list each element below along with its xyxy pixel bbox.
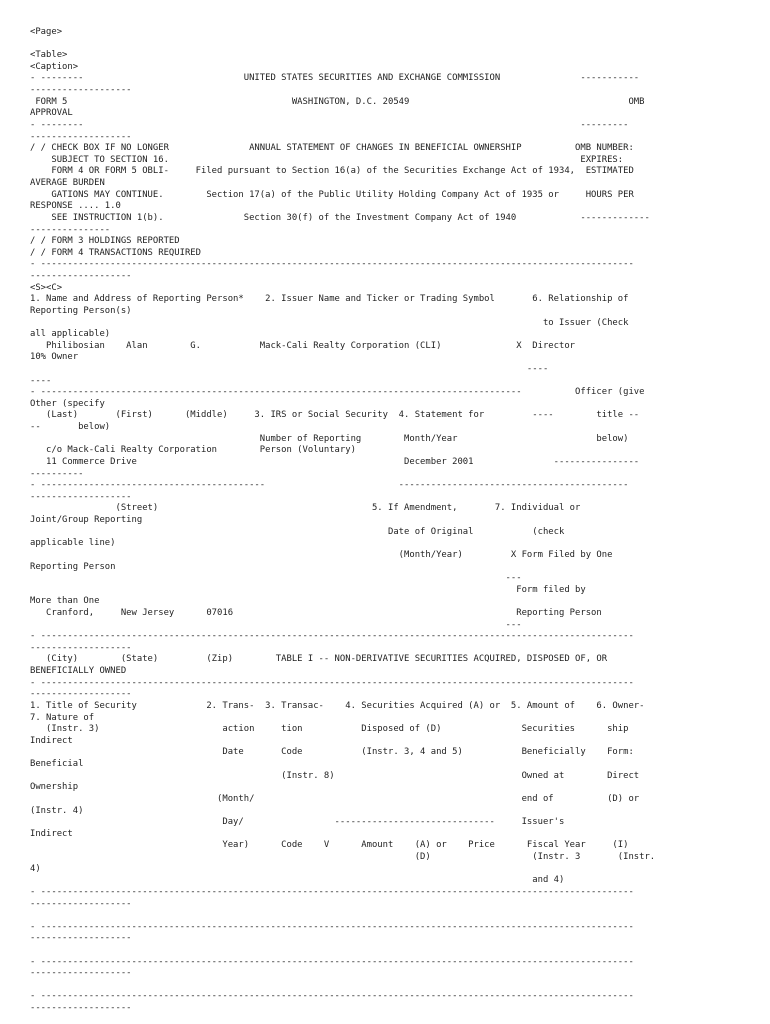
document-line: 7. Nature of — [30, 712, 95, 723]
document-line: ---------- — [30, 468, 84, 479]
document-line: Reporting Person — [30, 561, 116, 572]
document-line: - --------------------------------------------------------------------------------------------------------------- — [30, 956, 634, 967]
document-line: Date Code (Instr. 3, 4 and 5) Beneficially Form: — [30, 747, 634, 758]
document-line: applicable line) — [30, 538, 116, 549]
document-line: -- below) — [30, 422, 111, 433]
document-line: Number of Reporting Month/Year below) — [30, 433, 629, 444]
document-line: ------------------- — [30, 85, 132, 96]
document-line: SEE INSTRUCTION 1(b). Section 30(f) of the Investment Company Act of 1940 ------------- — [30, 212, 650, 223]
document-line: Joint/Group Reporting — [30, 515, 143, 526]
document-line: ------------------- — [30, 968, 132, 979]
document-line: Other (specify — [30, 398, 105, 409]
document-line: - --------------------------------------------------------------------------------------------------------------- — [30, 991, 634, 1002]
document-line: <Caption> — [30, 61, 79, 72]
document-line: ------------------- — [30, 1003, 132, 1014]
document-line: BENEFICIALLY OWNED — [30, 666, 127, 677]
document-line: --- — [30, 573, 522, 584]
document-line: ------------------- — [30, 491, 132, 502]
document-line: (Street) 5. If Amendment, 7. Individual or — [30, 503, 581, 514]
document-line: to Issuer (Check — [30, 317, 629, 328]
document-line: GATIONS MAY CONTINUE. Section 17(a) of the Public Utility Holding Company Act of 1935 or HOURS PER — [30, 189, 634, 200]
document-line: Beneficial — [30, 759, 84, 770]
document-line: and 4) — [30, 875, 565, 886]
document-line: - --------------------------------------------------------------------------------------------------------------- — [30, 677, 634, 688]
document-line: / / FORM 3 HOLDINGS REPORTED — [30, 236, 180, 247]
document-line: Indirect — [30, 828, 73, 839]
document-line: SUBJECT TO SECTION 16. EXPIRES: — [30, 154, 624, 165]
document-line: - --------------------------------------------------------------------------------------------------------------- — [30, 631, 634, 642]
document-line: all applicable) — [30, 329, 111, 340]
document-line: - --------------------------------------------------------------------------------------------------------------- — [30, 921, 634, 932]
document-line: Date of Original (check — [30, 526, 565, 537]
document-line: c/o Mack-Cali Realty Corporation Person (Voluntary) — [30, 445, 356, 456]
document-line: - -------- UNITED STATES SECURITIES AND EXCHANGE COMMISSION ----------- — [30, 73, 640, 84]
document-line: ---- — [30, 363, 549, 374]
document-line: ------------------- — [30, 131, 132, 142]
document-line: / / FORM 4 TRANSACTIONS REQUIRED — [30, 247, 201, 258]
document-line: / / CHECK BOX IF NO LONGER ANNUAL STATEMENT OF CHANGES IN BENEFICIAL OWNERSHIP OMB NUMBER: — [30, 143, 634, 154]
document-line: Cranford, New Jersey 07016 Reporting Person — [30, 608, 602, 618]
document-line: - ------------------------------------------ ------------------------------------------- — [30, 480, 629, 491]
document-line: - -------- --------- — [30, 119, 629, 130]
document-line: 11 Commerce Drive December 2001 ---------------- — [30, 456, 640, 467]
document-line: ---- — [30, 375, 52, 386]
document-line: 4) — [30, 863, 41, 874]
document-line: (Instr. 4) — [30, 805, 84, 816]
document-line: 1. Title of Security 2. Trans- 3. Transac- 4. Securities Acquired (A) or 5. Amount of 6. Owner- — [30, 700, 645, 711]
document-line: AVERAGE BURDEN — [30, 178, 105, 189]
document-line: Day/ ------------------------------ Issuer's — [30, 817, 565, 828]
document-line: <Table> — [30, 50, 68, 61]
document-line: - --------------------------------------------------------------------------------------------------------------- — [30, 259, 634, 270]
document-line: (Month/ end of (D) or — [30, 793, 640, 804]
document-line: 10% Owner — [30, 352, 79, 363]
document-line: - ------------------------------------------------------------------------------------------ Officer (give — [30, 387, 645, 398]
document-line: (D) (Instr. 3 (Instr. — [30, 852, 656, 863]
document-line: FORM 5 WASHINGTON, D.C. 20549 OMB — [30, 96, 645, 107]
document-line: (Month/Year) X Form Filed by One — [30, 549, 613, 560]
document-line: (Instr. 3) action tion Disposed of (D) Securities ship — [30, 724, 629, 735]
document-line: FORM 4 OR FORM 5 OBLI- Filed pursuant to Section 16(a) of the Securities Exchange Act of 1934, ESTIMATED — [30, 166, 634, 177]
document-line: More than One — [30, 596, 100, 607]
document-line: <Page> — [30, 27, 63, 37]
document-line: ------------------- — [30, 933, 132, 944]
document-line: Ownership — [30, 782, 79, 793]
document-line: RESPONSE .... 1.0 — [30, 201, 121, 212]
document-line: (City) (State) (Zip) TABLE I -- NON-DERIVATIVE SECURITIES ACQUIRED, DISPOSED OF, OR — [30, 654, 608, 665]
document-line: APPROVAL — [30, 108, 73, 119]
document-line: ------------------- — [30, 689, 132, 700]
document-line: (Instr. 8) Owned at Direct — [30, 770, 640, 781]
document-line: (Last) (First) (Middle) 3. IRS or Social Security 4. Statement for ---- title -- — [30, 410, 640, 421]
document-line: --------------- — [30, 224, 111, 235]
document-line: Year) Code V Amount (A) or Price Fiscal Year (I) — [30, 840, 629, 851]
document-line: 1. Name and Address of Reporting Person* 2. Issuer Name and Ticker or Trading Symbol 6. Relationship of — [30, 294, 629, 305]
document-line: Form filed by — [30, 584, 586, 595]
document-line: Indirect — [30, 735, 73, 746]
document-line: - --------------------------------------------------------------------------------------------------------------- — [30, 886, 634, 897]
document-line: Philibosian Alan G. Mack-Cali Realty Corporation (CLI) X Director — [30, 340, 576, 351]
document-line: --- — [30, 619, 522, 630]
document-line: ------------------- — [30, 898, 132, 909]
document-line: Reporting Person(s) — [30, 305, 132, 316]
document-line: ------------------- — [30, 642, 132, 653]
document-line: <S><C> — [30, 282, 63, 293]
document-line: ------------------- — [30, 271, 132, 282]
